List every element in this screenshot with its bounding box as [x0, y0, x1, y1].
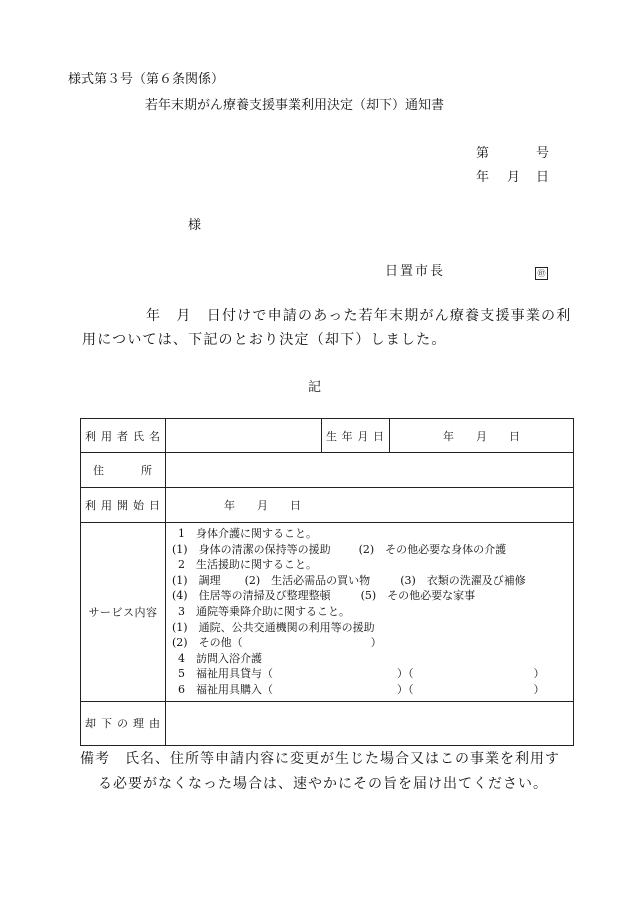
- service-item-3: [172, 604, 567, 620]
- service-item-5: [172, 666, 567, 682]
- date-day: 日: [536, 170, 550, 185]
- birth-date-label: 生年月日: [322, 419, 390, 453]
- service-item-6: [172, 682, 567, 698]
- seal-mark: [535, 261, 548, 280]
- start-date-label: 利用開始日: [81, 488, 166, 523]
- service-6-text: 6 福祉用具購入（: [178, 682, 273, 696]
- service-5-close: ）（: [397, 667, 414, 681]
- service-3b-text: (2) その他（: [172, 636, 243, 650]
- service-3b-close: ）: [370, 636, 382, 650]
- start-date-field[interactable]: [166, 488, 574, 523]
- service-1-text: 1 身体介護に関すること。: [178, 527, 317, 540]
- birth-date-field[interactable]: [390, 419, 574, 453]
- service-item-3-sub-a: [172, 620, 567, 636]
- service-1b-text: (2) その他必要な身体の介護: [358, 542, 507, 556]
- row-services: [81, 523, 574, 702]
- service-item-4: [172, 651, 567, 667]
- row-reject-reason: [81, 701, 574, 745]
- form-number: 様式第３号（第６条関係）: [68, 72, 225, 87]
- issuer-name: 日置市長: [385, 264, 446, 279]
- service-item-3-sub-b: [172, 635, 567, 651]
- service-1a-text: (1) 身体の清潔の保持等の援助: [172, 542, 331, 556]
- row-address: [81, 453, 574, 488]
- service-5-text: 5 福祉用具貸与（: [178, 667, 273, 681]
- start-date-value: 年 月 日: [224, 499, 301, 512]
- date-year: 年: [476, 170, 490, 185]
- address-label: 住 所: [81, 453, 166, 488]
- service-2e-text: (5) その他必要な家事: [360, 589, 476, 603]
- application-table: [80, 418, 574, 746]
- service-6-end: ）: [533, 682, 545, 696]
- row-start-date: [81, 488, 574, 523]
- birth-date-value: 年 月 日: [443, 429, 520, 443]
- doc-number-dai: 第: [476, 146, 490, 161]
- row-user-name: [81, 419, 574, 453]
- user-name-label: 利用者氏名: [81, 419, 166, 453]
- ki-heading: 記: [308, 380, 322, 395]
- date-month: 月: [507, 170, 521, 185]
- note-line-1: 備考 氏名、住所等申請内容に変更が生じた場合又はこの事業を利用す: [80, 751, 560, 767]
- reject-reason-label: 却下の理由: [81, 701, 166, 745]
- service-3a-text: (1) 通院、公共交通機関の利用等の援助: [172, 620, 375, 634]
- document-title: 若年末期がん療養支援事業利用決定（却下）通知書: [145, 98, 445, 113]
- service-item-1-sub: [172, 542, 567, 558]
- service-item-2-sub-b: [172, 588, 567, 604]
- service-4-text: 4 訪問入浴介護: [178, 651, 262, 665]
- service-3-text: 3 通院等乗降介助に関すること。: [178, 604, 350, 618]
- user-name-field[interactable]: [166, 419, 322, 453]
- service-item-2-sub-a: [172, 573, 567, 589]
- doc-number-go: 号: [536, 146, 550, 161]
- service-5-end: ）: [533, 667, 545, 681]
- addressee-sama: 様: [188, 218, 202, 233]
- service-2a-text: (1) 調理: [172, 573, 221, 587]
- body-line-2: 用については、下記のとおり決定（却下）しました。: [82, 332, 447, 348]
- service-2-text: 2 生活援助に関すること。: [178, 558, 317, 572]
- service-2c-text: (3) 衣類の洗濯及び補修: [400, 573, 526, 587]
- service-2b-text: (2) 生活必需品の買い物: [244, 573, 371, 587]
- body-line-1: 年 月 日付けで申請のあった若年末期がん療養支援事業の利: [146, 308, 572, 324]
- address-field[interactable]: [166, 453, 574, 488]
- seal-mark-text: ㊞: [535, 267, 548, 280]
- service-item-2: [172, 557, 567, 573]
- service-2d-text: (4) 住居等の清掃及び整理整頓: [172, 589, 331, 603]
- reject-reason-field[interactable]: [166, 701, 574, 745]
- service-label: サービス内容: [81, 523, 166, 702]
- service-6-close: ）（: [397, 682, 414, 696]
- note-line-2: る必要がなくなった場合は、速やかにその旨を届け出てください。: [98, 776, 548, 792]
- service-list: [166, 523, 574, 702]
- service-item-1: [172, 526, 567, 542]
